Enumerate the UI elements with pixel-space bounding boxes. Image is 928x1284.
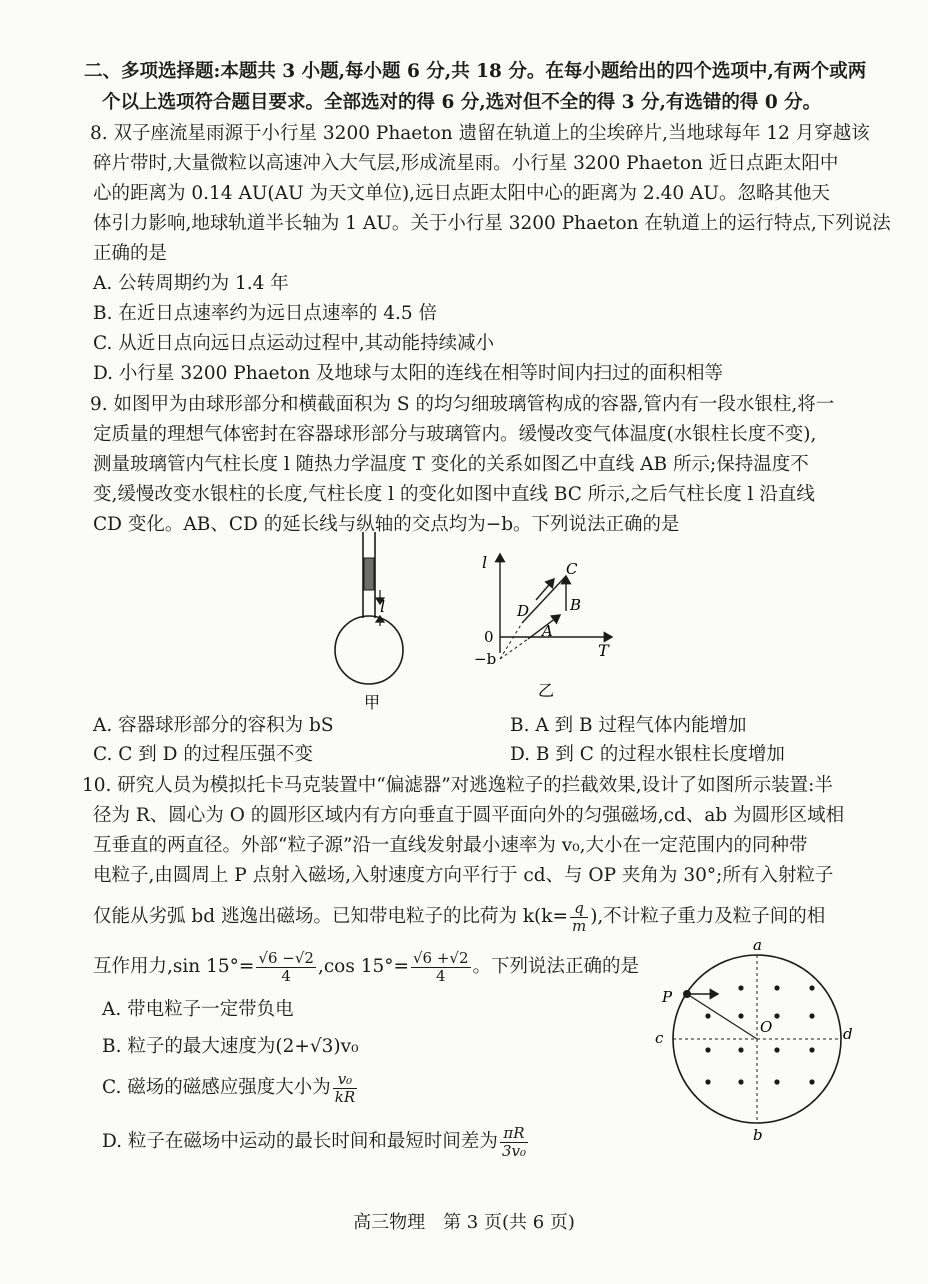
q10-line-6-text-c: 。下列说法正确的是 <box>472 956 640 977</box>
frac-d-den: 3v₀ <box>501 1141 526 1160</box>
mercury-column <box>364 558 374 590</box>
frac-d-num: πR <box>500 1125 528 1143</box>
yi-origin: 0 <box>484 628 494 646</box>
q9-option-c: C. C 到 D 的过程压强不变 <box>93 744 313 765</box>
label-o: O <box>760 1018 773 1036</box>
q10-line-3: 互垂直的两直径。外部“粒子源”沿一直线发射最小速率为 v₀,大小在一定范围内的同种带 <box>93 835 808 856</box>
q10-line-5-text-b: ),不计粒子重力及粒子间的相 <box>590 906 826 927</box>
q8-option-a: A. 公转周期约为 1.4 年 <box>93 273 289 294</box>
q10-line-1: 10. 研究人员为模拟托卡马克装置中“偏滤器”对逃逸粒子的拦截效果,设计了如图所示装置:半 <box>82 775 833 796</box>
label-d: d <box>843 1025 853 1043</box>
q9-option-a: A. 容器球形部分的容积为 bS <box>93 715 334 736</box>
frac-sin-num: √6 −√2 <box>258 948 314 967</box>
q9-line-1: 9. 如图甲为由球形部分和横截面积为 S 的均匀细玻璃管构成的容器,管内有一段水银柱,将一 <box>90 394 835 415</box>
q8-line-1: 8. 双子座流星雨源于小行星 3200 Phaeton 遗留在轨道上的尘埃碎片,当地球每年 12 月穿越该 <box>90 123 870 144</box>
q10-option-c-text: C. 磁场的磁感应强度大小为 <box>102 1077 331 1098</box>
yi-point-c: C <box>566 560 578 578</box>
radius-op <box>687 994 757 1039</box>
q10-option-d <box>102 1120 530 1164</box>
yi-neg-b: −b <box>474 650 497 668</box>
frac-sin-den: 4 <box>281 966 291 985</box>
section-title-line2: 个以上选项符合题目要求。全部选对的得 6 分,选对但不全的得 3 分,有选错的得 0 分。 <box>102 92 822 113</box>
yi-caption: 乙 <box>538 681 555 700</box>
label-a: a <box>753 936 762 954</box>
q10-line-5 <box>93 897 825 937</box>
label-p: P <box>662 988 673 1006</box>
yi-point-d: D <box>517 602 530 620</box>
jia-caption: 甲 <box>364 693 381 712</box>
magnetic-field-figure <box>650 936 860 1146</box>
label-b: b <box>753 1126 763 1144</box>
q9-line-3: 测量玻璃管内气柱长度 l 随热力学温度 T 变化的关系如图乙中直线 AB 所示;保持温度不 <box>93 454 809 475</box>
q10-option-b: B. 粒子的最大速度为(2+√3)v₀ <box>102 1036 359 1057</box>
q10-option-d-text: D. 粒子在磁场中运动的最长时间和最短时间差为 <box>102 1131 498 1152</box>
yi-point-b: B <box>570 596 582 614</box>
frac-k-num: q <box>570 900 588 918</box>
q8-option-c: C. 从近日点向远日点运动过程中,其动能持续减小 <box>93 333 495 354</box>
frac-k-den: m <box>571 916 587 935</box>
fraction-q-over-m <box>570 900 588 935</box>
jia-l-label: l <box>380 597 386 616</box>
q8-line-3: 心的距离为 0.14 AU(AU 为天文单位),远日点距太阳中心的距离为 2.40 AU。忽略其他天 <box>93 183 830 204</box>
label-c: c <box>655 1029 664 1047</box>
q10-line-6-text-a: 互作用力,sin 15°= <box>93 956 255 977</box>
q8-line-2: 碎片带时,大量微粒以高速冲入大气层,形成流星雨。小行星 3200 Phaeton 近日点距太阳中 <box>93 153 839 174</box>
figure-jia <box>320 528 440 714</box>
yi-y-label: l <box>482 553 488 572</box>
page-footer: 高三物理 第 3 页(共 6 页) <box>353 1212 575 1233</box>
q10-option-c <box>102 1066 359 1110</box>
fraction-pir-over-3v0 <box>500 1125 528 1160</box>
q8-line-5: 正确的是 <box>93 243 168 264</box>
q10-option-a: A. 带电粒子一定带负电 <box>102 999 294 1020</box>
frac-cos-num: √6 +√2 <box>412 948 469 967</box>
q10-line-5-text-a: 仅能从劣弧 bd 逃逸出磁场。已知带电粒子的比荷为 k(k= <box>93 906 568 927</box>
fraction-sin15 <box>256 950 316 985</box>
q8-option-d: D. 小行星 3200 Phaeton 及地球与太阳的连线在相等时间内扫过的面积相等 <box>93 363 723 384</box>
yi-point-a: A <box>542 622 553 640</box>
q10-line-6-text-b: ,cos 15°= <box>317 956 409 977</box>
frac-cos-den: 4 <box>435 966 446 985</box>
q9-option-d: D. B 到 C 的过程水银柱长度增加 <box>510 744 785 765</box>
q8-line-4: 体引力影响,地球轨道半长轴为 1 AU。关于小行星 3200 Phaeton 在轨道上的运行特点,下列说法 <box>93 213 891 234</box>
q9-line-2: 定质量的理想气体密封在容器球形部分与玻璃管内。缓慢改变气体温度(水银柱长度不变), <box>93 424 817 445</box>
point-p <box>683 990 691 998</box>
q10-line-4: 电粒子,由圆周上 P 点射入磁场,入射速度方向平行于 cd、与 OP 夹角为 30°;所有入射粒子 <box>93 865 834 886</box>
frac-c-den: kR <box>334 1087 356 1106</box>
q10-line-6 <box>93 947 639 987</box>
q9-line-5: CD 变化。AB、CD 的延长线与纵轴的交点均为−b。下列说法正确的是 <box>93 514 680 535</box>
q10-line-2: 径为 R、圆心为 O 的圆形区域内有方向垂直于圆平面向外的匀强磁场,cd、ab 为圆形区域相 <box>93 805 845 826</box>
q9-option-b: B. A 到 B 过程气体内能增加 <box>510 715 747 736</box>
fraction-v0-over-kr <box>333 1071 357 1106</box>
yi-x-label: T <box>598 641 609 660</box>
q9-line-4: 变,缓慢改变水银柱的长度,气柱长度 l 的变化如图中直线 BC 所示,之后气柱长度 l 沿直线 <box>93 484 815 505</box>
fraction-cos15 <box>411 950 471 985</box>
q8-option-b: B. 在近日点速率约为远日点速率的 4.5 倍 <box>93 303 438 324</box>
frac-c-num: v₀ <box>333 1071 357 1089</box>
figure-yi <box>470 548 620 704</box>
section-title-line1: 二、多项选择题:本题共 3 小题,每小题 6 分,共 18 分。在每小题给出的四个选项中,有两个或两 <box>84 61 867 82</box>
